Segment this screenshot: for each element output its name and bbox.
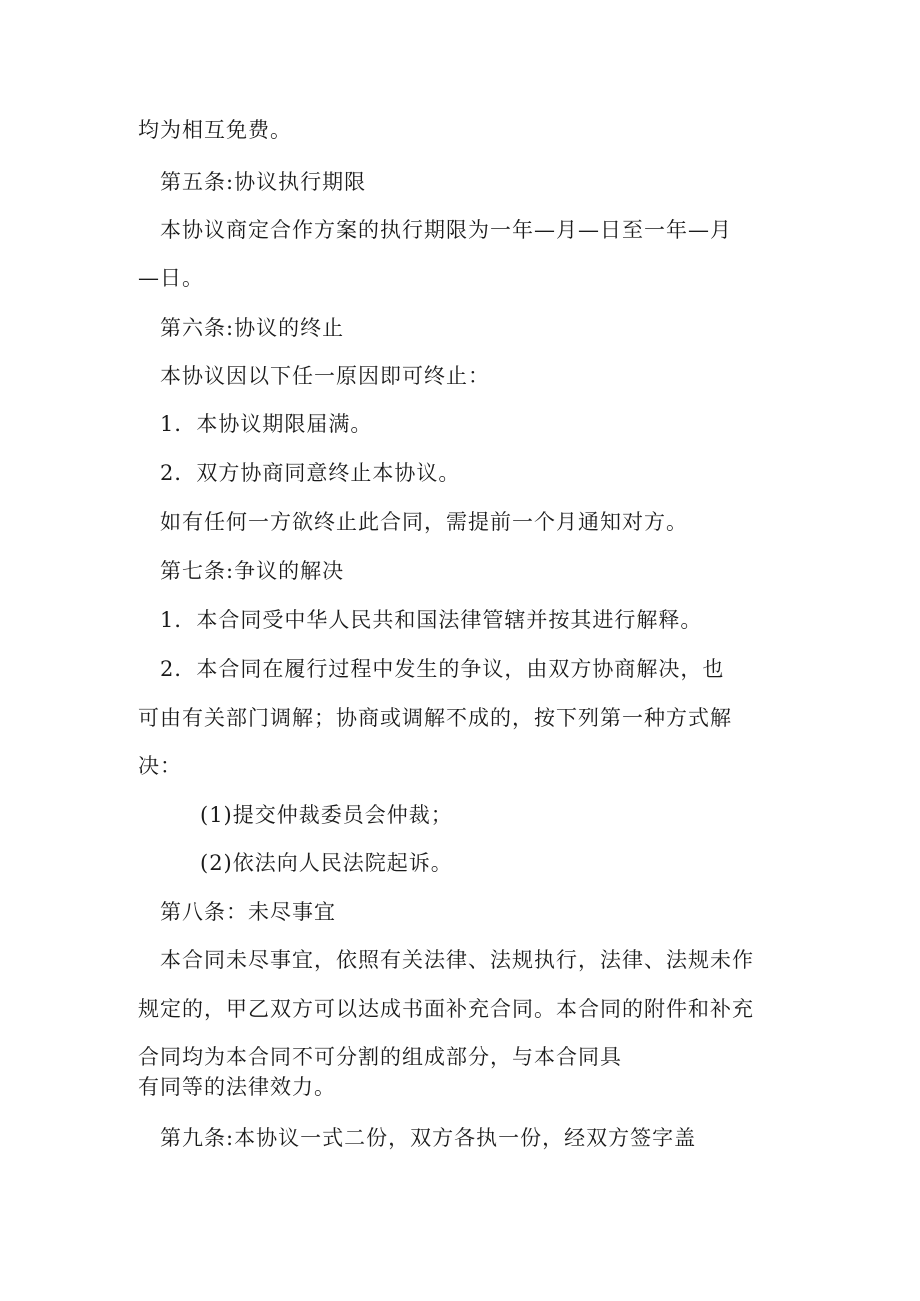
paragraph-line: 可由有关部门调解；协商或调解不成的，按下列第一种方式解 <box>138 706 732 730</box>
section-heading-article-9: 第九条:本协议一式二份，双方各执一份，经双方签字盖 <box>160 1126 697 1150</box>
paragraph-line: 规定的，甲乙双方可以达成书面补充合同。本合同的附件和补充 <box>138 997 754 1021</box>
paragraph-line: —日。 <box>138 266 204 290</box>
section-heading-article-8: 第八条：未尽事宜 <box>160 900 336 924</box>
paragraph-line: 有同等的法律效力。 <box>138 1075 336 1099</box>
paragraph-line: 如有任何一方欲终止此合同，需提前一个月通知对方。 <box>160 510 688 534</box>
section-heading-article-5: 第五条:协议执行期限 <box>160 170 367 194</box>
list-item: 2．双方协商同意终止本协议。 <box>160 461 461 485</box>
sub-list-item: (2)依法向人民法院起诉。 <box>200 851 453 875</box>
paragraph-line: 本合同未尽事宜，依照有关法律、法规执行，法律、法规未作 <box>160 948 754 972</box>
list-item: 1．本协议期限届满。 <box>160 412 373 436</box>
paragraph-line: 本协议因以下任一原因即可终止： <box>160 364 490 388</box>
paragraph-line: 决： <box>138 754 182 778</box>
section-heading-article-7: 第七条:争议的解决 <box>160 559 345 583</box>
paragraph-line: 本协议商定合作方案的执行期限为一年—月—日至一年—月 <box>160 218 732 242</box>
section-heading-article-6: 第六条:协议的终止 <box>160 316 345 340</box>
list-item: 1．本合同受中华人民共和国法律管辖并按其进行解释。 <box>160 608 703 632</box>
list-item: 2．本合同在履行过程中发生的争议，由双方协商解决，也 <box>160 657 725 681</box>
paragraph-line: 合同均为本合同不可分割的组成部分，与本合同具 <box>138 1045 622 1069</box>
sub-list-item: (1)提交仲裁委员会仲裁； <box>200 803 453 827</box>
paragraph-line: 均为相互免费。 <box>138 118 292 142</box>
